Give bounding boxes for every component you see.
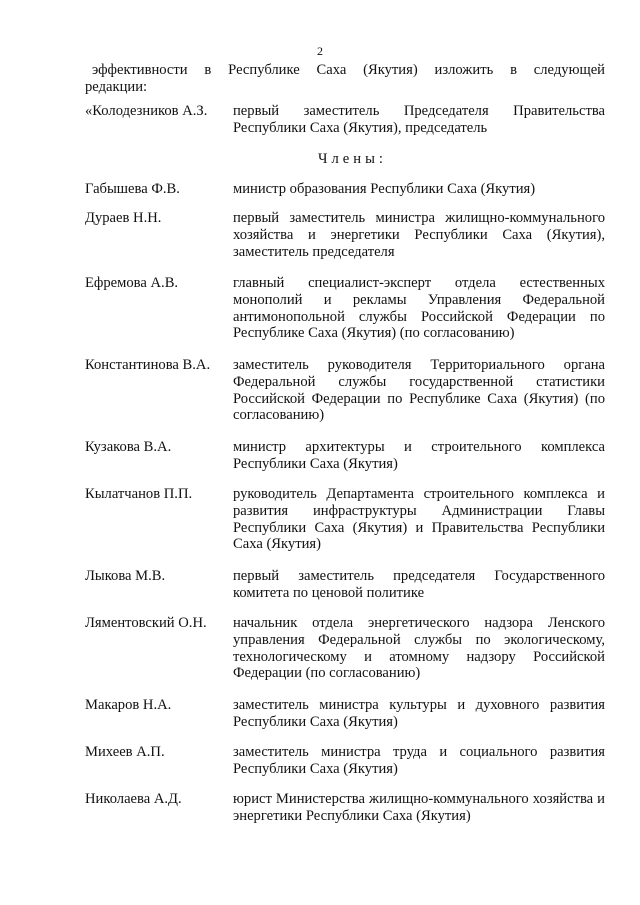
intro-line-1: эффективности в Республике Саха (Якутия) изложить в следующей bbox=[92, 62, 605, 78]
intro-paragraph bbox=[85, 62, 605, 96]
member-role: начальник отдела энергетического надзора Ленского управления Федеральной службы по экологическому, технологическому и атомному надзору Российской Федерации (по согласованию) bbox=[233, 615, 605, 682]
member-name: Николаева А.Д. bbox=[85, 791, 182, 807]
member-name: Лыкова М.В. bbox=[85, 568, 166, 584]
member-name: Габышева Ф.В. bbox=[85, 181, 180, 197]
member-name: Константинова В.А. bbox=[85, 357, 211, 373]
member-name: Ефремова А.В. bbox=[85, 275, 179, 291]
member-role: заместитель министра труда и социального развития Республики Саха (Якутия) bbox=[233, 744, 605, 777]
member-name: Михеев А.П. bbox=[85, 744, 165, 760]
member-role: министр архитектуры и строительного комплекса Республики Саха (Якутия) bbox=[233, 439, 605, 472]
member-role: первый заместитель министра жилищно-коммунального хозяйства и энергетики Республики Саха (Якутия), заместитель председателя bbox=[233, 210, 605, 260]
page-number: 2 bbox=[317, 44, 323, 58]
chair-role: первый заместитель Председателя Правительства Республики Саха (Якутия), председатель bbox=[233, 103, 605, 136]
chair-name: «Колодезников А.З. bbox=[85, 103, 208, 119]
members-heading: Члены: bbox=[318, 151, 387, 167]
member-role: министр образования Республики Саха (Якутия) bbox=[233, 181, 536, 197]
member-role: руководитель Департамента строительного комплекса и развития инфраструктуры Администрации Главы Республики Саха (Якутия) и Правительства Республики Саха (Якутия) bbox=[233, 486, 605, 553]
member-role: первый заместитель председателя Государственного комитета по ценовой политике bbox=[233, 568, 605, 601]
member-name: Кузакова В.А. bbox=[85, 439, 172, 455]
member-name: Кылатчанов П.П. bbox=[85, 486, 193, 502]
member-role: заместитель министра культуры и духовного развития Республики Саха (Якутия) bbox=[233, 697, 605, 730]
member-name: Ляментовский О.Н. bbox=[85, 615, 207, 631]
member-role: заместитель руководителя Территориального органа Федеральной службы государственной статистики Российской Федерации по Республике Саха (Якутия) (по согласованию) bbox=[233, 357, 605, 424]
member-name: Макаров Н.А. bbox=[85, 697, 172, 713]
member-name: Дураев Н.Н. bbox=[85, 210, 162, 226]
member-role: юрист Министерства жилищно-коммунального хозяйства и энергетики Республики Саха (Якутия) bbox=[233, 791, 605, 824]
intro-line-2: редакции: bbox=[85, 79, 148, 95]
member-role: главный специалист-эксперт отдела естественных монополий и рекламы Управления Федеральной антимонопольной службы Российской Федерации по Республике Саха (Якутия) (по согласованию) bbox=[233, 275, 605, 342]
